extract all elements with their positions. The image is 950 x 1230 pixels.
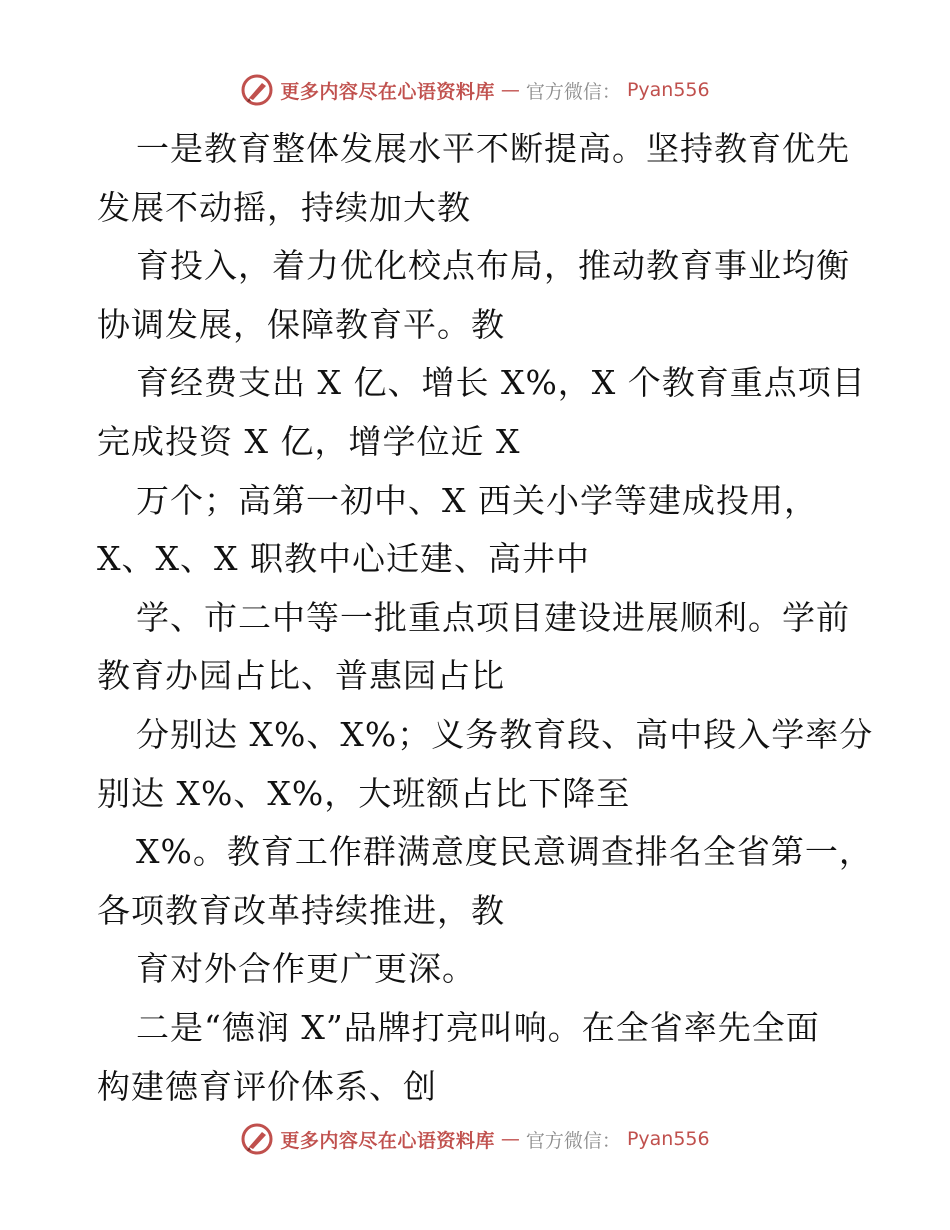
text-line: 一是教育整体发展水平不断提高。坚持教育优先 (136, 129, 850, 168)
watermark-wechat-id: Pyan556 (626, 79, 710, 101)
text-line: 分别达 X%、X%；义务教育段、高中段入学率分 (136, 714, 874, 754)
text-line: 二是“德润 X”品牌打亮叫响。在全省率先全面 (136, 1007, 820, 1047)
text-line: 构建德育评价体系、创 (97, 1066, 437, 1106)
text-line: 育投入，着力优化校点布局，推动教育事业均衡 (136, 246, 850, 286)
watermark-dash: — (500, 79, 520, 101)
text-line: 发展不动摇，持续加大教 (97, 187, 471, 227)
pen-circle-logo-icon (240, 1122, 274, 1156)
text-line: 各项教育改革持续推进，教 (97, 890, 505, 930)
watermark-brand: 更多内容尽在心语资料库 (280, 1129, 495, 1152)
text-line: 育经费支出 X 亿、增长 X%，X 个教育重点项目 (136, 363, 866, 403)
watermark-wechat-label: 官方微信： (525, 1129, 621, 1152)
document-body (97, 120, 874, 1116)
footer-watermark (0, 1119, 950, 1159)
text-line: 协调发展，保障教育平。教 (97, 304, 505, 344)
text-line: X、X、X 职教中心迁建、高井中 (97, 539, 590, 579)
watermark-wechat-label: 官方微信： (525, 80, 621, 103)
text-line: 育对外合作更广更深。 (136, 949, 476, 989)
header-watermark (0, 70, 950, 110)
text-line: 学、市二中等一批重点项目建设进展顺利。学前 (136, 597, 850, 637)
watermark-wechat-id: Pyan556 (626, 1128, 710, 1150)
text-line: X%。教育工作群满意度民意调查排名全省第一， (136, 832, 873, 872)
watermark-dash: — (500, 1128, 520, 1150)
text-line: 别达 X%、X%，大班额占比下降至 (97, 773, 631, 813)
watermark-brand: 更多内容尽在心语资料库 (280, 80, 495, 103)
text-line: 完成投资 X 亿，增学位近 X (97, 421, 521, 461)
text-line: 教育办园占比、普惠园占比 (97, 656, 505, 696)
text-line: 万个；高第一初中、X 西关小学等建成投用， (136, 480, 818, 520)
pen-circle-logo-icon (240, 73, 274, 107)
